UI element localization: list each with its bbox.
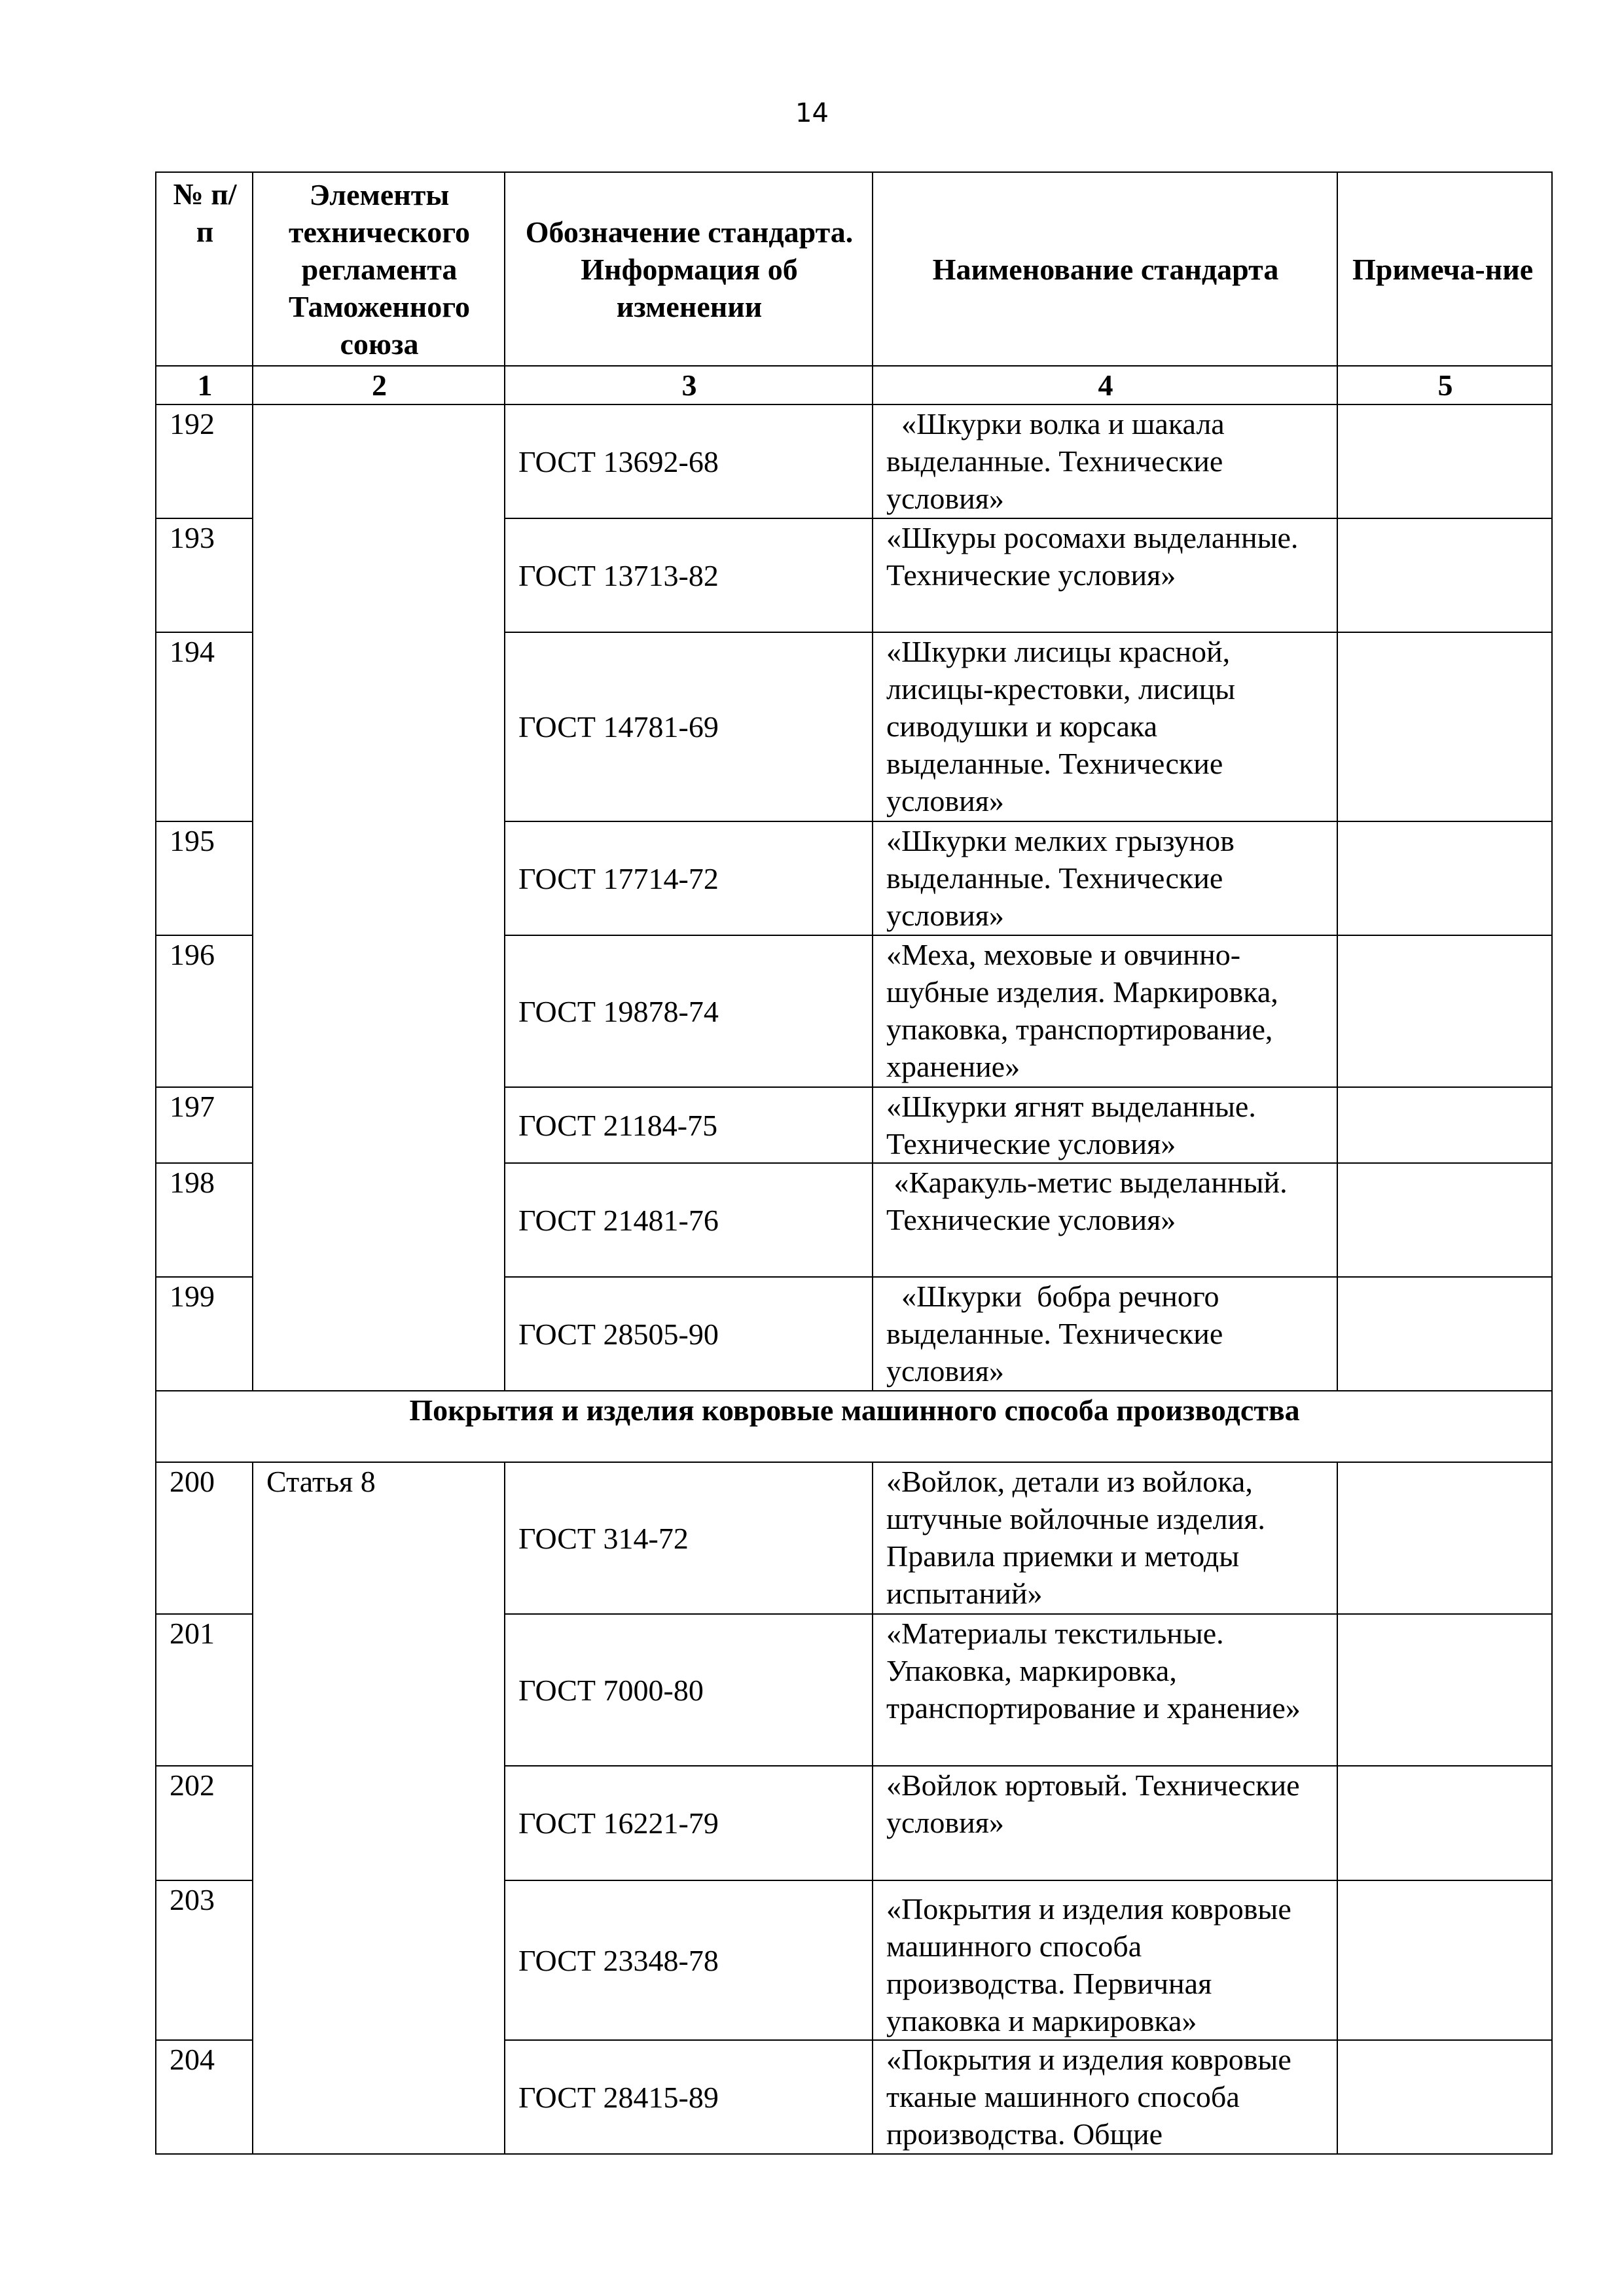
- column-number: 1: [156, 366, 253, 404]
- standard-code: ГОСТ 28505-90: [505, 1277, 873, 1391]
- section-heading: Покрытия и изделия ковровые машинного способа производства: [156, 1391, 1552, 1462]
- standard-title: «Меха, меховые и овчинно-шубные изделия. Маркировка, упаковка, транспортирование, хранение»: [873, 935, 1337, 1087]
- standard-title: «Шкурки мелких грызунов выделанные. Технические условия»: [873, 821, 1337, 935]
- note-cell: [1337, 404, 1552, 518]
- element-cell: Статья 8: [253, 1462, 505, 2154]
- standard-title: «Каракуль-метис выделанный. Технические условия»: [873, 1163, 1337, 1277]
- column-numbers-row: [156, 366, 1552, 404]
- header-designation: Обозначение стандарта. Информация об изменении: [505, 172, 873, 366]
- standard-code: ГОСТ 21481-76: [505, 1163, 873, 1277]
- standard-code: ГОСТ 16221-79: [505, 1766, 873, 1880]
- note-cell: [1337, 2040, 1552, 2154]
- standard-code: ГОСТ 13713-82: [505, 518, 873, 632]
- standard-title: «Покрытия и изделия ковровые машинного способа производства. Первичная упаковка и маркировка»: [873, 1880, 1337, 2040]
- row-number: 198: [156, 1163, 253, 1277]
- standards-table: [155, 171, 1553, 2155]
- column-number: 5: [1337, 366, 1552, 404]
- note-cell: [1337, 632, 1552, 821]
- standard-title: «Шкуры росомахи выделанные. Технические условия»: [873, 518, 1337, 632]
- standard-title: «Войлок, детали из войлока, штучные войлочные изделия. Правила приемки и методы испытаний»: [873, 1462, 1337, 1614]
- element-cell: [253, 404, 505, 1391]
- header-elements: Элементы технического регламента Таможенного союза: [253, 172, 505, 366]
- standard-title: «Шкурки бобра речного выделанные. Технические условия»: [873, 1277, 1337, 1391]
- row-number: 201: [156, 1614, 253, 1766]
- note-cell: [1337, 1163, 1552, 1277]
- standard-title: «Шкурки лисицы красной, лисицы-крестовки, лисицы сиводушки и корсака выделанные. Технические условия»: [873, 632, 1337, 821]
- row-number: 203: [156, 1880, 253, 2040]
- column-number: 2: [253, 366, 505, 404]
- standard-code: ГОСТ 13692-68: [505, 404, 873, 518]
- standard-title: «Шкурки волка и шакала выделанные. Технические условия»: [873, 404, 1337, 518]
- section-heading-row: [156, 1391, 1552, 1462]
- note-cell: [1337, 518, 1552, 632]
- row-number: 200: [156, 1462, 253, 1614]
- page-number: 14: [795, 98, 829, 128]
- note-cell: [1337, 935, 1552, 1087]
- row-number: 193: [156, 518, 253, 632]
- table-row: [156, 404, 1552, 518]
- column-number: 3: [505, 366, 873, 404]
- note-cell: [1337, 1880, 1552, 2040]
- row-number: 199: [156, 1277, 253, 1391]
- row-number: 192: [156, 404, 253, 518]
- header-name: Наименование стандарта: [873, 172, 1337, 366]
- row-number: 195: [156, 821, 253, 935]
- standard-title: «Шкурки ягнят выделанные. Технические условия»: [873, 1087, 1337, 1163]
- table-row: [156, 1462, 1552, 1614]
- standard-code: ГОСТ 17714-72: [505, 821, 873, 935]
- note-cell: [1337, 1277, 1552, 1391]
- header-note: Примеча-ние: [1337, 172, 1552, 366]
- row-number: 194: [156, 632, 253, 821]
- row-number: 204: [156, 2040, 253, 2154]
- standard-code: ГОСТ 21184-75: [505, 1087, 873, 1163]
- standard-code: ГОСТ 19878-74: [505, 935, 873, 1087]
- note-cell: [1337, 1087, 1552, 1163]
- standard-title: «Материалы текстильные. Упаковка, маркировка, транспортирование и хранение»: [873, 1614, 1337, 1766]
- note-cell: [1337, 1462, 1552, 1614]
- standard-code: ГОСТ 7000-80: [505, 1614, 873, 1766]
- row-number: 196: [156, 935, 253, 1087]
- standard-code: ГОСТ 314-72: [505, 1462, 873, 1614]
- row-number: 202: [156, 1766, 253, 1880]
- standard-code: ГОСТ 28415-89: [505, 2040, 873, 2154]
- note-cell: [1337, 821, 1552, 935]
- header-number: № п/п: [156, 172, 253, 366]
- column-number: 4: [873, 366, 1337, 404]
- row-number: 197: [156, 1087, 253, 1163]
- standard-title: «Войлок юртовый. Технические условия»: [873, 1766, 1337, 1880]
- standard-code: ГОСТ 23348-78: [505, 1880, 873, 2040]
- standard-code: ГОСТ 14781-69: [505, 632, 873, 821]
- note-cell: [1337, 1766, 1552, 1880]
- note-cell: [1337, 1614, 1552, 1766]
- table-header-row: [156, 172, 1552, 366]
- standard-title: «Покрытия и изделия ковровые тканые машинного способа производства. Общие: [873, 2040, 1337, 2154]
